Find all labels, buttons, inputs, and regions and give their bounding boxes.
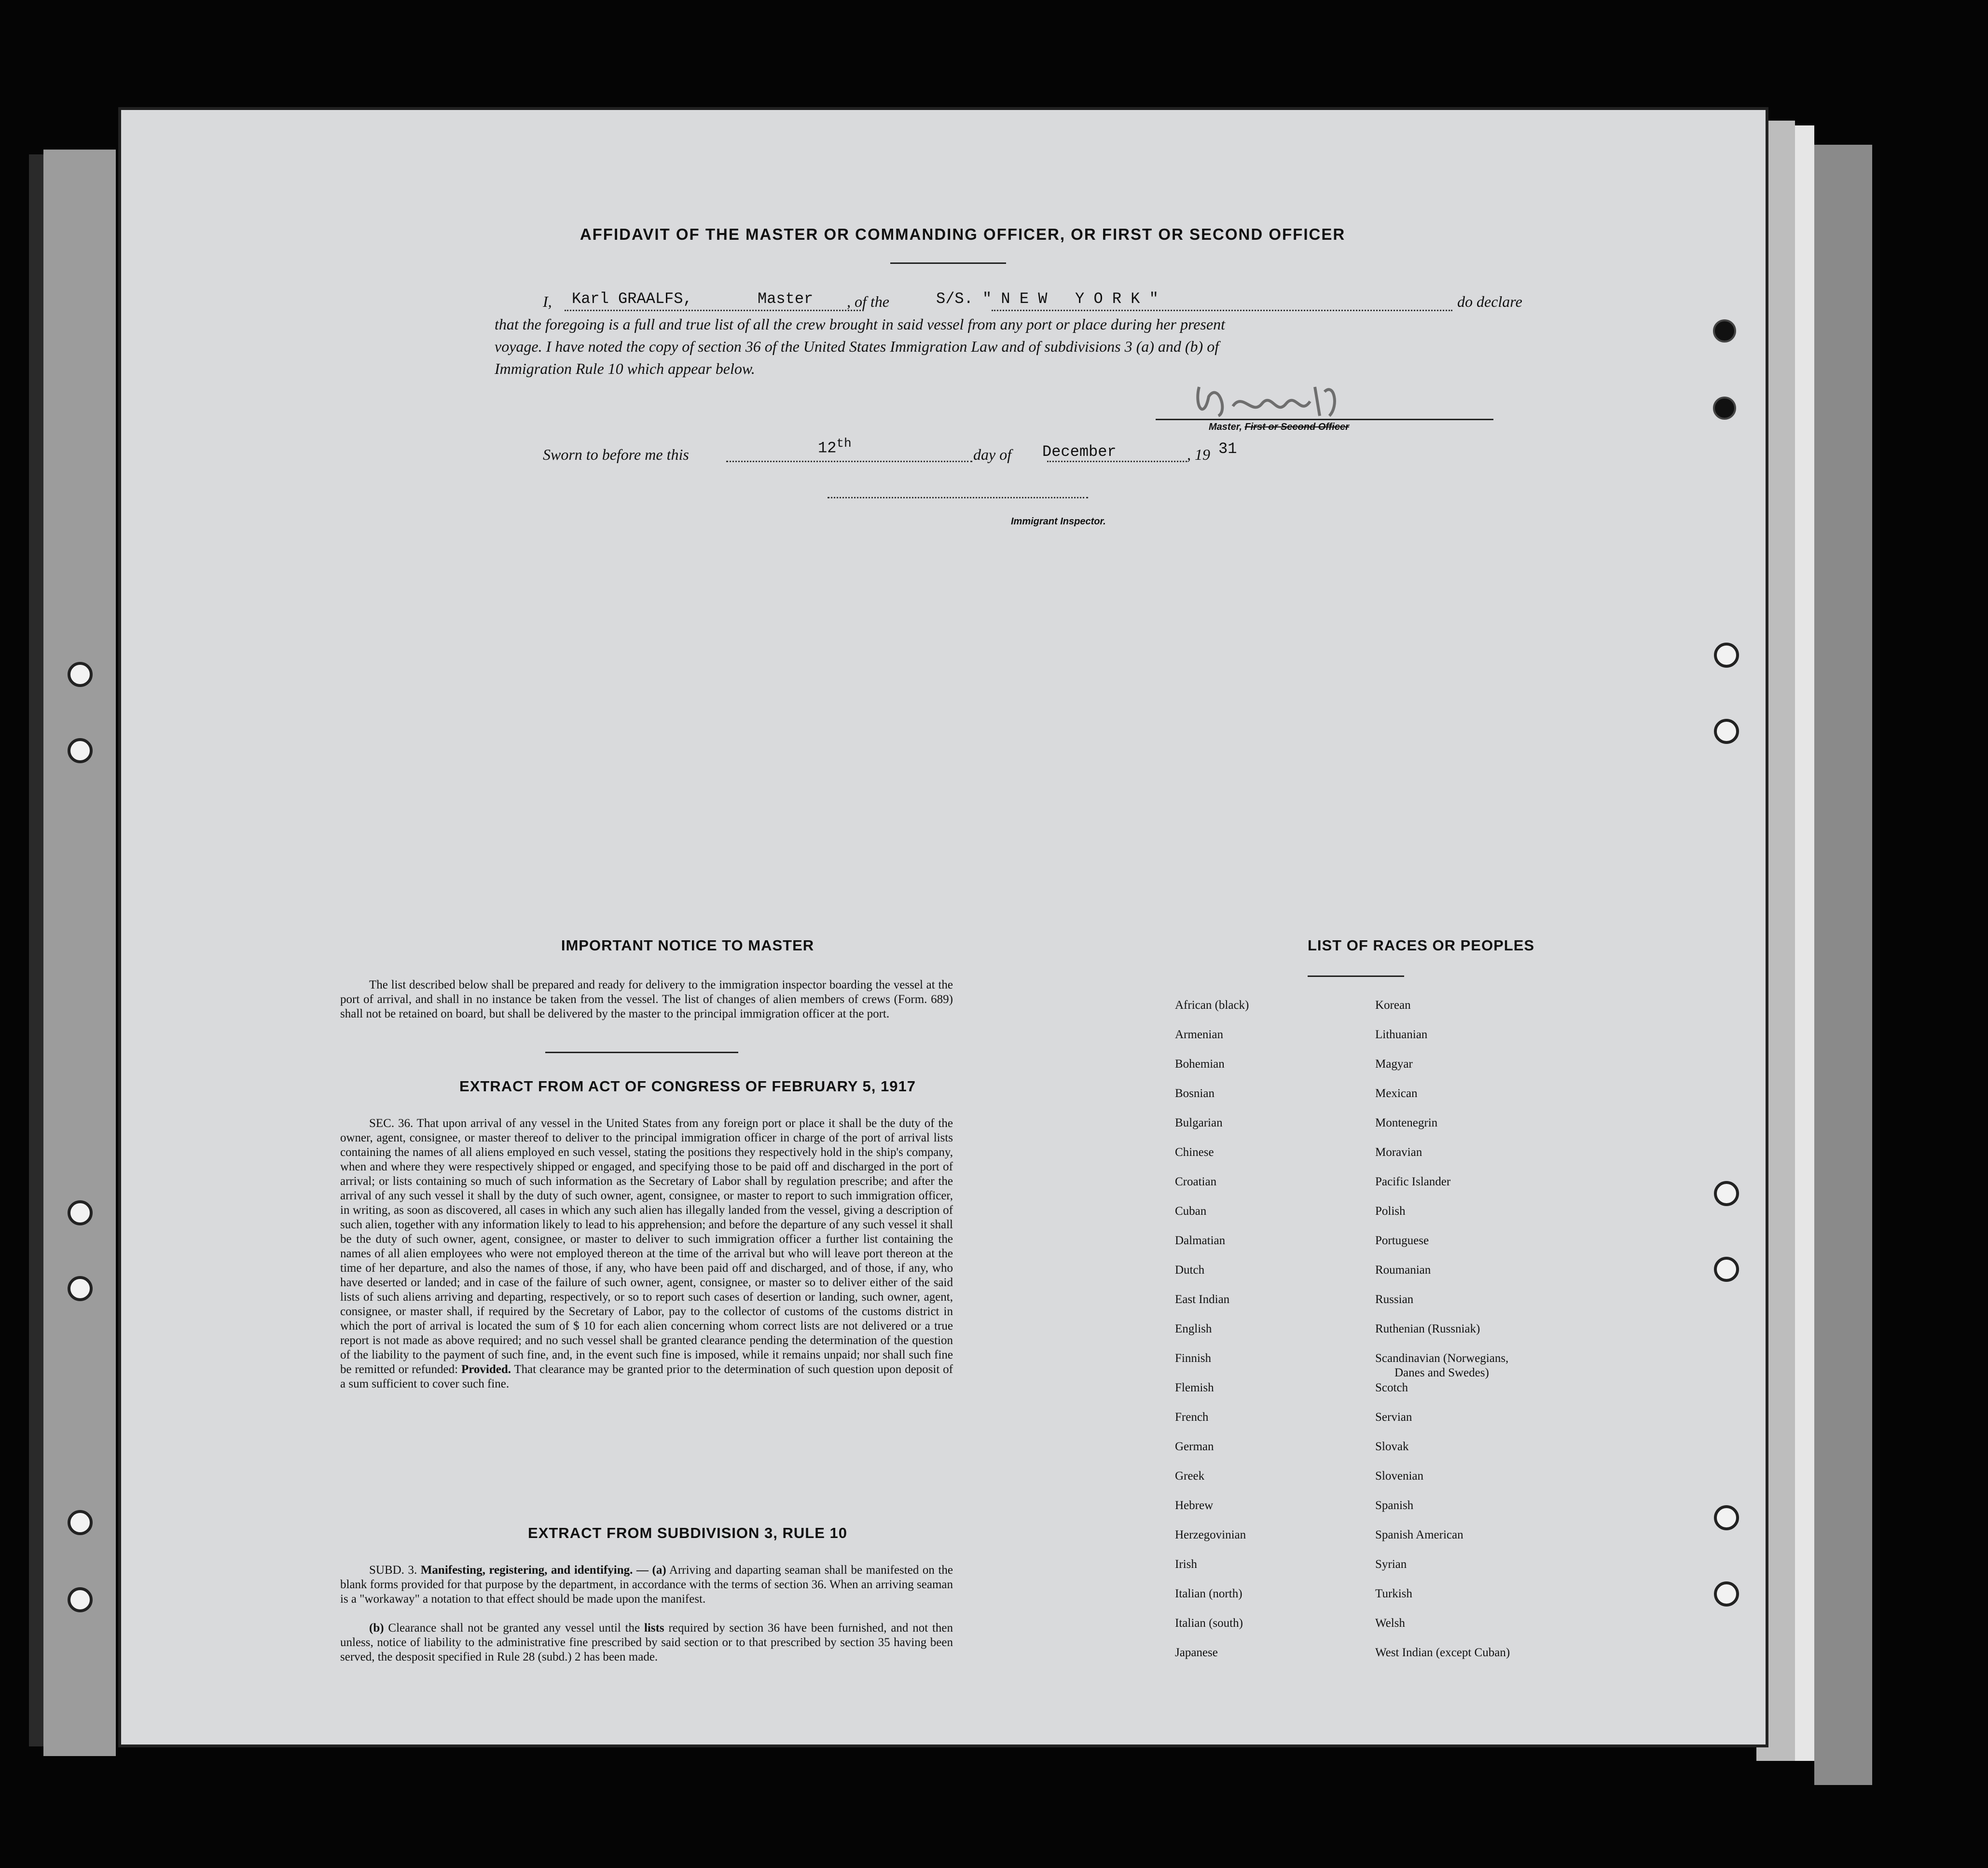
item-b-text-2: required by section 36 have been furnished, and not then unless, notice of liability to the administrative fine prescribed by said section or to that prescribed by section 35 having been served, the desposit specified in Rule 28 (subd.) 2 has been made.	[340, 1621, 953, 1663]
race-item: Dutch	[1175, 1264, 1205, 1277]
inspector-caption: Immigrant Inspector.	[1011, 516, 1106, 527]
vessel-line	[992, 310, 1452, 311]
race-item: Russian	[1375, 1293, 1414, 1306]
page-stack-edge	[1814, 145, 1872, 1785]
race-item: Armenian	[1175, 1028, 1223, 1041]
race-item: Welsh	[1375, 1617, 1405, 1630]
act-text	[340, 1116, 953, 1391]
notice-text: The list described below shall be prepared and ready for delivery to the immigration inspector boarding the vessel at the port of arrival, and shall in no instance be taken from the vessel. The list of changes of alien members of crews (Form. 689) shall not be retained on board, but shall be delivered by the master to the principal immigration officer at the port.	[340, 978, 953, 1020]
subd-label: SUBD. 3.	[369, 1564, 417, 1577]
item-a-text: Arriving and daparting seaman shall be manifested on the blank forms provided for that purpose by the department, in accordance with the terms of section 36. When an arriving seaman is a "workaway" a notation to that effect should be made upon the manifest.	[340, 1564, 953, 1606]
race-item: Moravian	[1375, 1146, 1422, 1159]
race-item: Slovenian	[1375, 1470, 1423, 1483]
binder-hole	[68, 1276, 93, 1301]
race-item: Spanish	[1375, 1499, 1414, 1512]
binder-hole	[68, 738, 93, 763]
race-item: Montenegrin	[1375, 1116, 1438, 1129]
binder-hole	[68, 1200, 93, 1225]
race-item: Portuguese	[1375, 1234, 1429, 1247]
race-item: African (black)	[1175, 999, 1249, 1012]
signature-scribble	[1189, 377, 1344, 426]
binder-hole	[1713, 319, 1736, 343]
race-item: Cuban	[1175, 1205, 1207, 1218]
signature-line	[1156, 419, 1493, 420]
race-item: Herzegovinian	[1175, 1528, 1246, 1541]
do-declare: do declare	[1457, 293, 1522, 310]
race-item: Dalmatian	[1175, 1234, 1226, 1247]
affidavit-line-3: voyage. I have noted the copy of section 36 of the United States Immigration Law and of subdivisions 3 (a) and (b) of	[495, 338, 1219, 355]
sworn-year: 31	[1218, 440, 1237, 458]
sworn-prefix: Sworn to before me this	[543, 446, 689, 463]
sworn-day-number: 12	[818, 439, 837, 457]
sworn-year-prefix: , 19	[1187, 446, 1210, 463]
races-title: LIST OF RACES OR PEOPLES	[1307, 937, 1535, 954]
race-item: West Indian (except Cuban)	[1375, 1646, 1510, 1659]
sworn-day-of: day of	[973, 446, 1012, 463]
binder-hole	[1714, 1257, 1739, 1282]
inspector-line	[828, 497, 1088, 498]
signature-caption	[1209, 422, 1349, 433]
races-left-column	[1175, 998, 1368, 1675]
vessel-name: S/S. " N E W Y O R K "	[936, 290, 1159, 308]
document-page	[118, 107, 1768, 1747]
sworn-day-suffix: th	[836, 436, 852, 451]
race-item: Roumanian	[1375, 1264, 1431, 1277]
race-item: German	[1175, 1440, 1214, 1453]
master-name: Karl GRAALFS,	[572, 290, 692, 308]
item-b-label: (b)	[369, 1621, 384, 1634]
race-item: Chinese	[1175, 1146, 1214, 1159]
race-item: French	[1175, 1411, 1209, 1424]
binder-hole	[68, 1510, 93, 1535]
race-item: Lithuanian	[1375, 1028, 1428, 1041]
race-item: Irish	[1175, 1558, 1197, 1571]
race-item: East Indian	[1175, 1293, 1230, 1306]
sworn-day	[818, 436, 852, 457]
item-b-lists: lists	[644, 1621, 664, 1634]
race-item: Ruthenian (Russniak)	[1375, 1322, 1480, 1335]
race-item: Italian (south)	[1175, 1617, 1243, 1630]
name-line	[565, 310, 864, 311]
race-item: Turkish	[1375, 1587, 1412, 1600]
divider	[545, 1052, 738, 1053]
divider	[1308, 975, 1404, 977]
race-item: Italian (north)	[1175, 1587, 1242, 1600]
binder-hole	[1713, 397, 1736, 420]
notice-title: IMPORTANT NOTICE TO MASTER	[561, 937, 815, 954]
item-b-text-1: Clearance shall not be granted any vessel until the	[388, 1621, 640, 1634]
binder-hole	[1714, 719, 1739, 744]
subd-heading: Manifesting, registering, and identifying.	[420, 1564, 633, 1577]
race-item: Syrian	[1375, 1558, 1407, 1571]
rule10-title: EXTRACT FROM SUBDIVISION 3, RULE 10	[528, 1525, 847, 1541]
provided-keyword: Provided.	[461, 1363, 511, 1376]
race-item: Mexican	[1375, 1087, 1418, 1100]
race-item: Bohemian	[1175, 1058, 1225, 1071]
page-stack-edge	[1795, 125, 1814, 1761]
affidavit-line-2: that the foregoing is a full and true list of all the crew brought in said vessel from any port or place during her present	[495, 316, 1225, 333]
sworn-month: December	[1042, 443, 1117, 461]
rule10-text-b	[340, 1621, 953, 1664]
binder-hole	[1714, 1505, 1739, 1530]
race-item: Scotch	[1375, 1381, 1408, 1394]
sec-36-text-end: That clearance may be granted prior to the determination of such question upon deposit of a sum sufficient to cover such fine.	[340, 1363, 953, 1390]
item-a-label: — (a)	[636, 1564, 666, 1577]
affidavit-title: AFFIDAVIT OF THE MASTER OR COMMANDING OFFICER, OR FIRST OR SECOND OFFICER	[580, 225, 1346, 243]
race-item: Scandinavian (Norwegians,	[1375, 1352, 1509, 1365]
affidavit-line-1	[543, 290, 1542, 311]
race-item: Croatian	[1175, 1175, 1217, 1188]
race-item: Hebrew	[1175, 1499, 1214, 1512]
race-item: Magyar	[1375, 1058, 1413, 1071]
caption-struck: First or Second Officer	[1244, 422, 1349, 432]
race-item: Danes and Swedes)	[1394, 1366, 1489, 1379]
binder-hole	[1714, 1181, 1739, 1206]
of-the: , of the	[847, 293, 889, 310]
race-item: Bulgarian	[1175, 1116, 1223, 1129]
rule10-text-a	[340, 1563, 953, 1607]
race-item: Korean	[1375, 999, 1411, 1012]
race-item: Flemish	[1175, 1381, 1214, 1394]
race-item: Polish	[1375, 1205, 1406, 1218]
races-right-column	[1375, 998, 1616, 1675]
prefix: I,	[543, 293, 552, 310]
race-item: Servian	[1375, 1411, 1412, 1424]
race-item: Greek	[1175, 1470, 1205, 1483]
race-item: Japanese	[1175, 1646, 1218, 1659]
binder-hole	[68, 662, 93, 687]
day-line	[726, 461, 972, 462]
race-item: Bosnian	[1175, 1087, 1215, 1100]
month-line	[1047, 461, 1187, 462]
sec-36-text: SEC. 36. That upon arrival of any vessel in the United States from any foreign port or place it shall be the duty of the owner, agent, consignee, or master thereof to deliver to the principal immigration officer in charge of the port of arrival lists containing the names of all aliens employed en such vessel, stating the positions they respectively hold in the ship's company, when and where they were respectively shipped or engaged, and specifying those to be paid off and discharged in the port of arrival; or lists containing so much of such information as the Secretary of Labor shall by regulation prescribe; and after the arrival of any such vessel it shall by the duty of such owner, agent, consignee, or master to report to such immigration officer, in writing, as soon as discovered, all cases in which any such alien has illegally landed from the vessel, giving a description of such alien, together with any information likely to lead to his apprehension; and before the departure of any such vessel it shall be the duty of such owner, agent, consignee, or master to deliver to such immigration officer a further list containing the names of all alien employees who were not employed thereon at the time of the arrival but who will leave port thereon at the time of her departure, and also the names of those, if any, who have been paid off and discharged, and of those, if any, who have deserted or landed; and in case of the failure of such owner, agent, consignee, or master so to deliver either of the said lists of such aliens arriving and departing, respectively, or so to report such cases of desertion or landing, such owner, agent, consignee, or master shall, if required by the Secretary of Labor, pay to the collector of customs of the customs district in which the port of arrival is located the sum of $ 10 for each alien concerning whom correct lists are not delivered or a true report is not made as above required; and no such vessel shall be granted clearance pending the determination of the question of the liability to the payment of such fine, and, in the event such fine is imposed, while it remains unpaid; nor shall such fine be remitted or refunded:	[340, 1117, 953, 1376]
caption-master: Master,	[1209, 422, 1242, 432]
binder-hole	[1714, 1581, 1739, 1607]
race-item: Finnish	[1175, 1352, 1212, 1365]
race-item: Slovak	[1375, 1440, 1409, 1453]
binder-hole	[68, 1587, 93, 1612]
master-rank: Master	[758, 290, 814, 308]
divider	[890, 262, 1006, 264]
binder-hole	[1714, 643, 1739, 668]
act-title: EXTRACT FROM ACT OF CONGRESS OF FEBRUARY 5, 1917	[459, 1078, 916, 1095]
race-item: Spanish American	[1375, 1528, 1463, 1541]
race-item: Pacific Islander	[1375, 1175, 1451, 1188]
affidavit-line-4: Immigration Rule 10 which appear below.	[495, 360, 755, 377]
race-item: English	[1175, 1322, 1212, 1335]
